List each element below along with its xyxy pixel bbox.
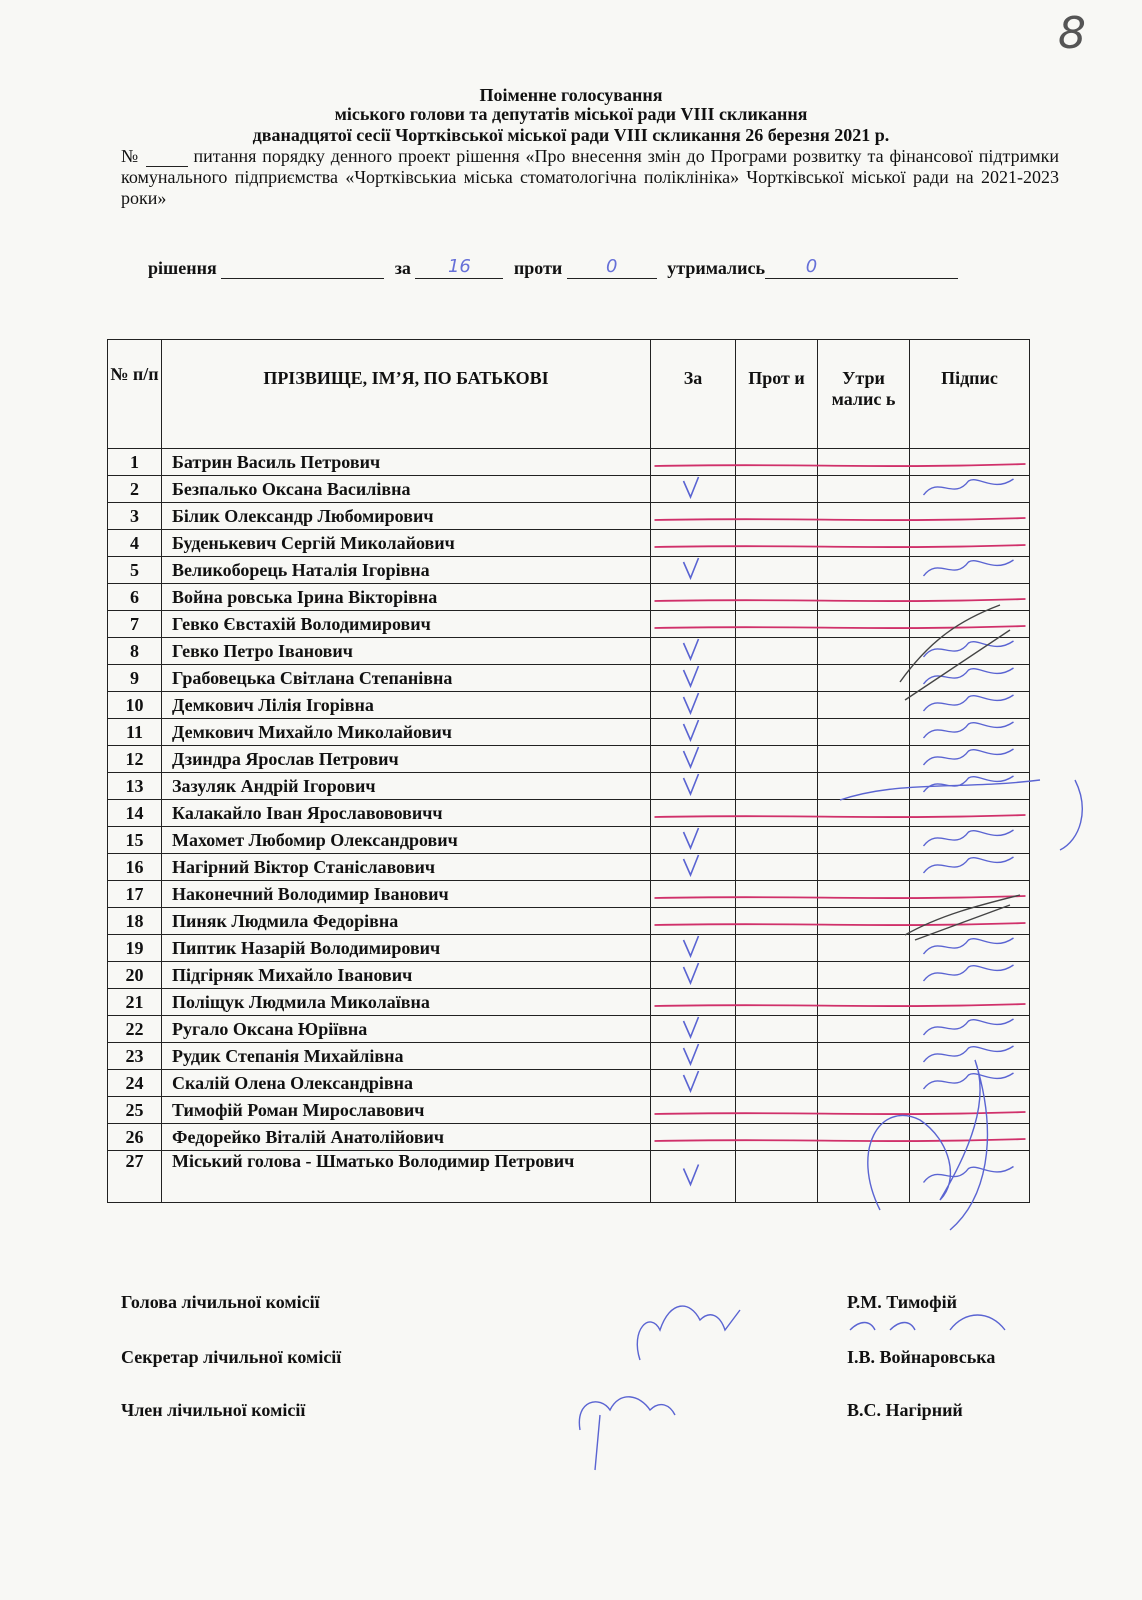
header-num: № п/п	[108, 340, 162, 449]
row-name: Ругало Оксана Юріївна	[162, 1016, 651, 1043]
row-for	[651, 989, 736, 1016]
row-signature	[910, 1043, 1030, 1070]
row-name: Безпалько Оксана Василівна	[162, 476, 651, 503]
row-number: 19	[108, 935, 162, 962]
question-number-blank	[146, 148, 188, 167]
table-row	[108, 1151, 1030, 1203]
question-text: питання порядку денного проект рішення «Про внесення змін до Програми розвитку та фінансової підтримки комунального підприємства «Чортківськиа міська стоматологічна поліклініка» Чортківської міської ради на 2021-2023 роки»	[121, 146, 1059, 208]
row-number: 9	[108, 665, 162, 692]
row-number: 24	[108, 1070, 162, 1097]
row-against	[736, 476, 818, 503]
secretary-label: Секретар лічильної комісії	[121, 1347, 342, 1367]
row-abstained	[818, 611, 910, 638]
table-row	[108, 1043, 1030, 1070]
row-signature	[910, 746, 1030, 773]
row-abstained	[818, 692, 910, 719]
row-against	[736, 449, 818, 476]
row-abstained	[818, 1043, 910, 1070]
row-against	[736, 719, 818, 746]
row-signature	[910, 1097, 1030, 1124]
row-against	[736, 1097, 818, 1124]
row-name: Калакайло Іван Ярославововичч	[162, 800, 651, 827]
row-name: Махомет Любомир Олександрович	[162, 827, 651, 854]
row-for	[651, 692, 736, 719]
row-for	[651, 881, 736, 908]
question-paragraph	[121, 146, 1059, 209]
row-name: Гевко Євстахій Володимирович	[162, 611, 651, 638]
table-row	[108, 908, 1030, 935]
vote-table	[107, 339, 1030, 1203]
table-row	[108, 584, 1030, 611]
result-line	[148, 258, 958, 279]
row-number: 15	[108, 827, 162, 854]
abstained-field	[765, 256, 958, 279]
table-row	[108, 719, 1030, 746]
row-against	[736, 773, 818, 800]
row-against	[736, 1124, 818, 1151]
row-abstained	[818, 773, 910, 800]
row-abstained	[818, 827, 910, 854]
row-abstained	[818, 449, 910, 476]
row-signature	[910, 476, 1030, 503]
row-against	[736, 1043, 818, 1070]
row-number: 2	[108, 476, 162, 503]
row-signature	[910, 692, 1030, 719]
row-number: 22	[108, 1016, 162, 1043]
row-number: 25	[108, 1097, 162, 1124]
row-against	[736, 611, 818, 638]
row-against	[736, 1016, 818, 1043]
table-row	[108, 854, 1030, 881]
against-value: 0	[606, 256, 618, 277]
row-abstained	[818, 503, 910, 530]
decision-blank	[221, 260, 384, 279]
row-signature	[910, 827, 1030, 854]
row-number: 4	[108, 530, 162, 557]
abstained-label: утримались	[667, 258, 765, 278]
row-signature	[910, 1151, 1030, 1203]
row-number: 26	[108, 1124, 162, 1151]
table-row	[108, 746, 1030, 773]
row-against	[736, 989, 818, 1016]
row-against	[736, 827, 818, 854]
row-name: Батрин Василь Петрович	[162, 449, 651, 476]
table-row	[108, 476, 1030, 503]
row-for	[651, 827, 736, 854]
row-against	[736, 692, 818, 719]
chair-name: Р.М. Тимофій	[847, 1292, 958, 1312]
table-row	[108, 989, 1030, 1016]
row-name: Нагірний Віктор Станіславович	[162, 854, 651, 881]
row-against	[736, 935, 818, 962]
row-name: Зазуляк Андрій Ігорович	[162, 773, 651, 800]
row-number: 17	[108, 881, 162, 908]
table-row	[108, 773, 1030, 800]
row-number: 16	[108, 854, 162, 881]
table-row	[108, 935, 1030, 962]
row-for	[651, 800, 736, 827]
row-number: 27	[108, 1151, 162, 1203]
row-name: Буденькевич Сергій Миколайович	[162, 530, 651, 557]
row-abstained	[818, 989, 910, 1016]
row-for	[651, 1097, 736, 1124]
abstained-value: 0	[805, 256, 818, 277]
table-row	[108, 557, 1030, 584]
row-against	[736, 530, 818, 557]
chair-label: Голова лічильної комісії	[121, 1292, 320, 1312]
table-row	[108, 611, 1030, 638]
row-for	[651, 854, 736, 881]
row-number: 7	[108, 611, 162, 638]
row-against	[736, 854, 818, 881]
row-number: 3	[108, 503, 162, 530]
signature-member	[579, 1397, 675, 1470]
row-abstained	[818, 638, 910, 665]
row-signature	[910, 1016, 1030, 1043]
row-against	[736, 908, 818, 935]
row-abstained	[818, 800, 910, 827]
row-abstained	[818, 935, 910, 962]
row-signature	[910, 935, 1030, 962]
row-for	[651, 503, 736, 530]
table-row	[108, 1097, 1030, 1124]
row-abstained	[818, 530, 910, 557]
row-for	[651, 1151, 736, 1203]
row-signature	[910, 908, 1030, 935]
row-signature	[910, 719, 1030, 746]
row-signature	[910, 773, 1030, 800]
table-row	[108, 827, 1030, 854]
row-for	[651, 1070, 736, 1097]
row-number: 20	[108, 962, 162, 989]
row-number: 12	[108, 746, 162, 773]
row-signature	[910, 1124, 1030, 1151]
row-number: 21	[108, 989, 162, 1016]
row-abstained	[818, 665, 910, 692]
against-field	[567, 256, 657, 279]
row-name: Тимофій Роман Мирославович	[162, 1097, 651, 1124]
title-line-2: міського голови та депутатів міської ради VIII скликання	[334, 104, 808, 124]
row-against	[736, 557, 818, 584]
row-name: Пиптик Назарій Володимирович	[162, 935, 651, 962]
row-abstained	[818, 908, 910, 935]
row-signature	[910, 449, 1030, 476]
row-for	[651, 908, 736, 935]
row-for	[651, 746, 736, 773]
for-field	[415, 256, 503, 279]
row-for	[651, 611, 736, 638]
header-signature: Підпис	[910, 340, 1030, 449]
bottom-signatures	[579, 1306, 1005, 1470]
row-against	[736, 1070, 818, 1097]
row-signature	[910, 611, 1030, 638]
signature-secretary	[637, 1306, 740, 1360]
row-signature	[910, 989, 1030, 1016]
row-abstained	[818, 1151, 910, 1203]
row-for	[651, 773, 736, 800]
title-line-1: Поіменне голосування	[479, 85, 663, 105]
row-number: 5	[108, 557, 162, 584]
row-name: Поліщук Людмила Миколаївна	[162, 989, 651, 1016]
row-abstained	[818, 557, 910, 584]
header-abstained: Утри малис ь	[818, 340, 910, 449]
for-label: за	[394, 258, 411, 278]
row-name: Білик Олександр Любомирович	[162, 503, 651, 530]
row-signature	[910, 557, 1030, 584]
signature-scalii-note	[850, 1315, 1005, 1330]
row-against	[736, 746, 818, 773]
secretary-name: І.В. Войнаровська	[847, 1347, 996, 1367]
member-name: В.С. Нагірний	[847, 1400, 963, 1420]
header-against: Прот и	[736, 340, 818, 449]
row-name: Підгірняк Михайло Іванович	[162, 962, 651, 989]
table-row	[108, 503, 1030, 530]
row-against	[736, 665, 818, 692]
decision-label: рішення	[148, 258, 217, 278]
row-name: Демкович Михайло Миколайович	[162, 719, 651, 746]
row-number: 11	[108, 719, 162, 746]
row-for	[651, 1043, 736, 1070]
page-number: 8	[1058, 8, 1086, 59]
header-for: За	[651, 340, 736, 449]
row-against	[736, 800, 818, 827]
table-row	[108, 692, 1030, 719]
row-name: Гевко Петро Іванович	[162, 638, 651, 665]
row-name: Война ровська Ірина Вікторівна	[162, 584, 651, 611]
row-against	[736, 584, 818, 611]
for-value: 16	[447, 256, 471, 277]
row-for	[651, 1124, 736, 1151]
row-number: 13	[108, 773, 162, 800]
row-name: Федорейко Віталій Анатолійович	[162, 1124, 651, 1151]
row-number: 8	[108, 638, 162, 665]
row-abstained	[818, 1016, 910, 1043]
row-abstained	[818, 1070, 910, 1097]
row-signature	[910, 584, 1030, 611]
row-number: 23	[108, 1043, 162, 1070]
header-name: ПРІЗВИЩЕ, ІМ’Я, ПО БАТЬКОВІ	[162, 340, 651, 449]
against-label: проти	[513, 258, 563, 278]
member-label: Член лічильної комісії	[121, 1400, 306, 1420]
row-name: Дзиндра Ярослав Петрович	[162, 746, 651, 773]
row-signature	[910, 530, 1030, 557]
row-number: 14	[108, 800, 162, 827]
row-signature	[910, 665, 1030, 692]
row-signature	[910, 1070, 1030, 1097]
row-against	[736, 503, 818, 530]
row-against	[736, 1151, 818, 1203]
row-abstained	[818, 584, 910, 611]
row-signature	[910, 962, 1030, 989]
row-for	[651, 1016, 736, 1043]
row-name: Міський голова - Шматько Володимир Петрович	[162, 1151, 651, 1203]
table-row	[108, 449, 1030, 476]
table-row	[108, 530, 1030, 557]
row-abstained	[818, 962, 910, 989]
row-name: Демкович Лілія Ігорівна	[162, 692, 651, 719]
row-for	[651, 476, 736, 503]
row-name: Скалій Олена Олександрівна	[162, 1070, 651, 1097]
table-row	[108, 665, 1030, 692]
row-abstained	[818, 719, 910, 746]
table-row	[108, 1124, 1030, 1151]
row-name: Великоборець Наталія Ігорівна	[162, 557, 651, 584]
row-name: Грабовецька Світлана Степанівна	[162, 665, 651, 692]
row-signature	[910, 800, 1030, 827]
row-number: 10	[108, 692, 162, 719]
title-line-3: дванадцятої сесії Чортківської міської ради VIII скликання 26 березня 2021 р.	[252, 125, 890, 145]
row-number: 1	[108, 449, 162, 476]
row-for	[651, 449, 736, 476]
table-row	[108, 1016, 1030, 1043]
row-for	[651, 962, 736, 989]
table-row	[108, 638, 1030, 665]
row-for	[651, 665, 736, 692]
row-abstained	[818, 1124, 910, 1151]
row-for	[651, 584, 736, 611]
table-row	[108, 800, 1030, 827]
row-signature	[910, 881, 1030, 908]
row-abstained	[818, 1097, 910, 1124]
row-abstained	[818, 746, 910, 773]
row-name: Пиняк Людмила Федорівна	[162, 908, 651, 935]
row-signature	[910, 638, 1030, 665]
question-number-prefix: №	[121, 146, 140, 166]
table-row	[108, 962, 1030, 989]
table-row	[108, 881, 1030, 908]
row-for	[651, 557, 736, 584]
row-abstained	[818, 854, 910, 881]
table-row	[108, 1070, 1030, 1097]
row-for	[651, 530, 736, 557]
row-number: 18	[108, 908, 162, 935]
row-against	[736, 881, 818, 908]
row-name: Рудик Степанія Михайлівна	[162, 1043, 651, 1070]
row-for	[651, 935, 736, 962]
row-number: 6	[108, 584, 162, 611]
row-against	[736, 962, 818, 989]
row-abstained	[818, 476, 910, 503]
row-signature	[910, 503, 1030, 530]
row-for	[651, 719, 736, 746]
row-name: Наконечний Володимир Іванович	[162, 881, 651, 908]
row-against	[736, 638, 818, 665]
row-signature	[910, 854, 1030, 881]
row-for	[651, 638, 736, 665]
row-abstained	[818, 881, 910, 908]
